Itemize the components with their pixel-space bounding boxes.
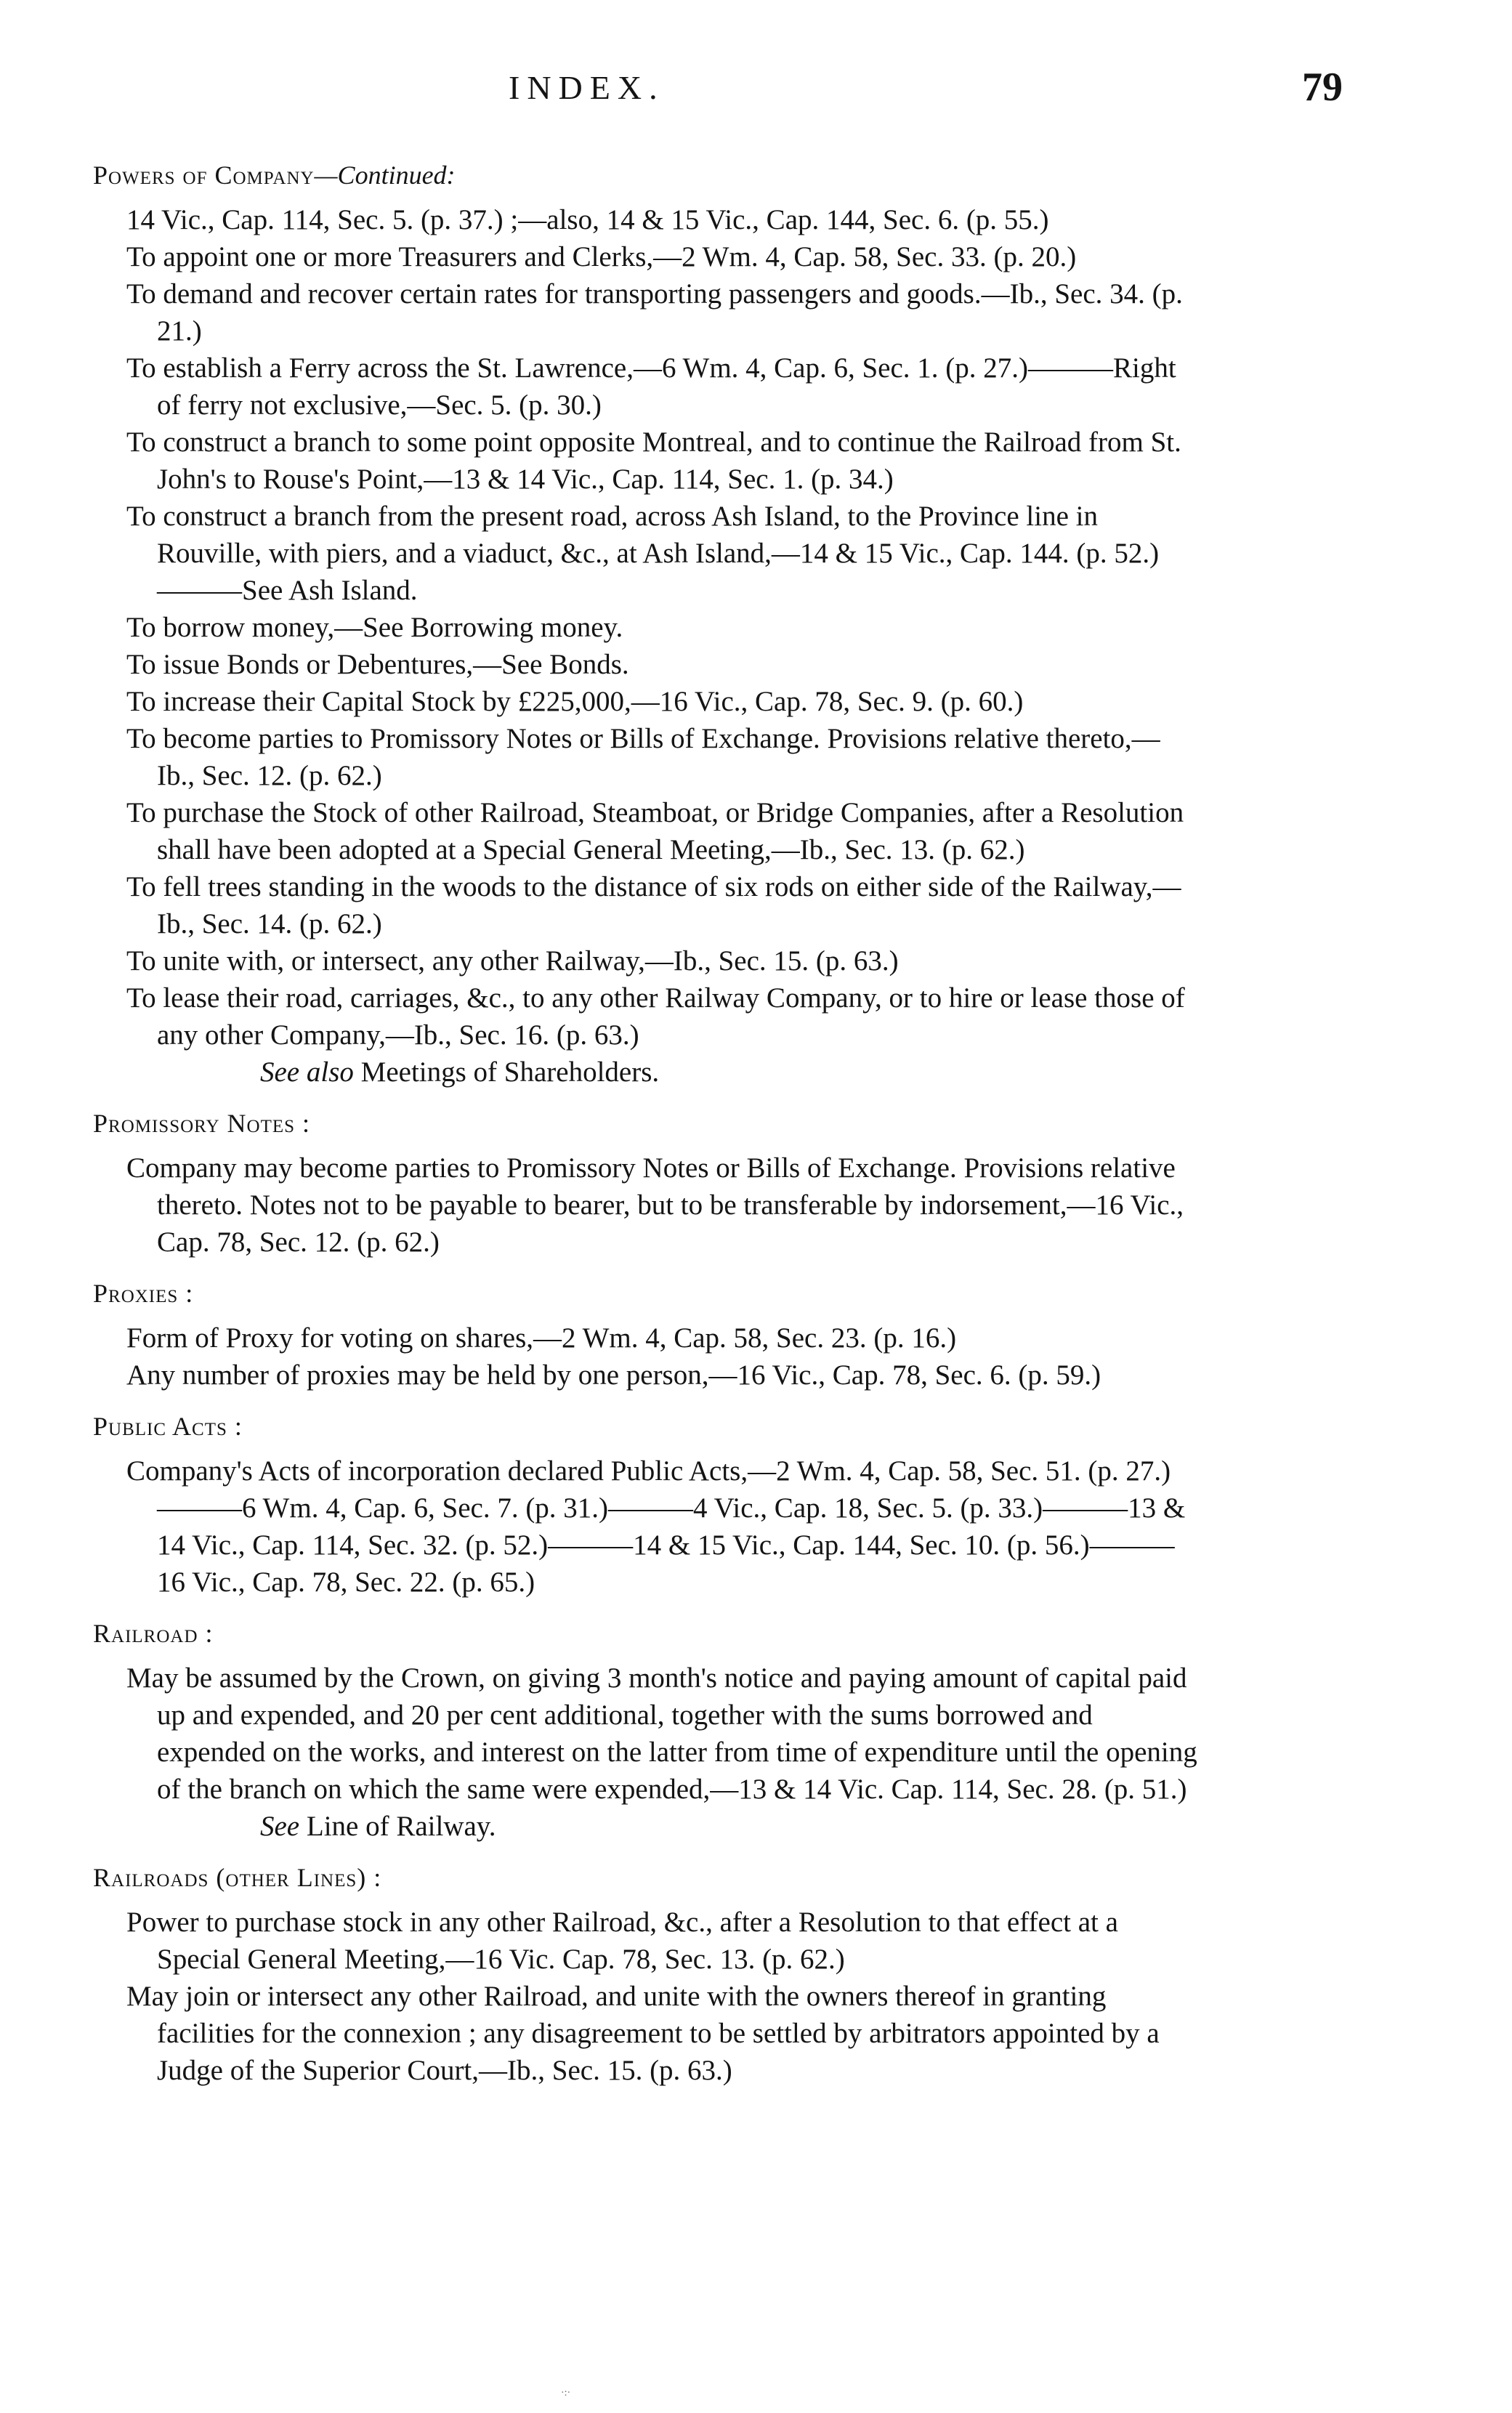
section-heading: Promissory Notes : (93, 1109, 311, 1138)
index-entry: To issue Bonds or Debentures,—See Bonds. (126, 649, 629, 680)
index-entry: To lease their road, carriages, &c., to any other Railway Company, or to hire or lease those of any other Company,—Ib., Sec. 16. (p. 63.) (126, 982, 1185, 1051)
index-entry: To increase their Capital Stock by £225,000,—16 Vic., Cap. 78, Sec. 9. (p. 60.) (126, 686, 1024, 717)
page-number: 79 (1302, 65, 1343, 110)
section-heading (93, 157, 1197, 194)
see-also-reference (260, 1054, 1197, 1091)
see-also-reference (260, 1808, 1197, 1845)
ink-speck-decoration: ·:· (561, 2388, 571, 2398)
see-also-target: Meetings of Shareholders. (360, 1056, 660, 1088)
index-section-railroads-other-lines (93, 1859, 1197, 2089)
index-entry: To borrow money,—See Borrowing money. (126, 612, 623, 643)
index-section-public-acts (93, 1408, 1197, 1601)
index-section-powers-of-company (93, 157, 1197, 1091)
index-entry: To unite with, or intersect, any other Railway,—Ib., Sec. 15. (p. 63.) (126, 945, 899, 977)
index-entry: May be assumed by the Crown, on giving 3 month's notice and paying amount of capital paid up and expended, and 20 per cent additional, together with the sums borrowed and expended on the works, and interest on the latter from time of expenditure until the opening of the branch on which the same were expended,—13 & 14 Vic. Cap. 114, Sec. 28. (p. 51.) (126, 1662, 1197, 1805)
section-heading: Proxies : (93, 1279, 194, 1308)
section-heading-continued: —Continued: (314, 161, 456, 190)
index-entry: To construct a branch from the present road, across Ash Island, to the Province line in Rouville, with piers, and a viaduct, &c., at Ash Island,—14 & 15 Vic., Cap. 144. (p. 52.)———See Ash Island. (126, 501, 1160, 606)
index-entry: May join or intersect any other Railroad, and unite with the owners thereof in granting facilities for the connexion ; any disagreement to be settled by arbitrators appointed by a Judge of the Superior Court,—Ib., Sec. 15. (p. 63.) (126, 1981, 1160, 2086)
see-also-target: Line of Railway. (306, 1811, 496, 1842)
section-heading: Railroads (other Lines) : (93, 1863, 382, 1892)
running-head (0, 64, 1512, 129)
index-entry: To construct a branch to some point opposite Montreal, and to continue the Railroad from St. John's to Rouse's Point,—13 & 14 Vic., Cap. 114, Sec. 1. (p. 34.) (126, 427, 1181, 495)
section-heading: Railroad : (93, 1619, 214, 1648)
see-also-prefix: See also (260, 1056, 354, 1088)
index-section-railroad (93, 1615, 1197, 1845)
see-also-prefix: See (260, 1811, 300, 1842)
section-heading-text: Powers of Company (93, 161, 315, 190)
section-heading: Public Acts : (93, 1412, 243, 1441)
index-body (93, 157, 1197, 2103)
index-entry: 14 Vic., Cap. 114, Sec. 5. (p. 37.) ;—also, 14 & 15 Vic., Cap. 144, Sec. 6. (p. 55.) (126, 204, 1049, 235)
index-section-promissory-notes (93, 1105, 1197, 1261)
index-entry: Power to purchase stock in any other Railroad, &c., after a Resolution to that effect at a Special General Meeting,—16 Vic. Cap. 78, Sec. 13. (p. 62.) (126, 1907, 1118, 1975)
index-entry: To become parties to Promissory Notes or Bills of Exchange. Provisions relative thereto,—Ib., Sec. 12. (p. 62.) (126, 723, 1160, 791)
index-entry: Company's Acts of incorporation declared Public Acts,—2 Wm. 4, Cap. 58, Sec. 51. (p. 27.)———6 Wm. 4, Cap. 6, Sec. 7. (p. 31.)———4 Vic., Cap. 18, Sec. 5. (p. 33.)———13 & 14 Vic., Cap. 114, Sec. 32. (p. 52.)———14 & 15 Vic., Cap. 144, Sec. 10. (p. 56.)———16 Vic., Cap. 78, Sec. 22. (p. 65.) (126, 1455, 1186, 1598)
index-entry: Form of Proxy for voting on shares,—2 Wm. 4, Cap. 58, Sec. 23. (p. 16.) (126, 1322, 957, 1354)
running-title: INDEX. (509, 69, 665, 106)
index-entry: Company may become parties to Promissory Notes or Bills of Exchange. Provisions relative thereto. Notes not to be payable to bearer, but to be transferable by indorsement,—16 Vic., Cap. 78, Sec. 12. (p. 62.) (126, 1152, 1184, 1258)
index-entry: To demand and recover certain rates for transporting passengers and goods.—Ib., Sec. 34. (p. 21.) (126, 278, 1183, 347)
index-entry: To appoint one or more Treasurers and Clerks,—2 Wm. 4, Cap. 58, Sec. 33. (p. 20.) (126, 241, 1077, 272)
index-entry: To purchase the Stock of other Railroad, Steamboat, or Bridge Companies, after a Resolution shall have been adopted at a Special General Meeting,—Ib., Sec. 13. (p. 62.) (126, 797, 1184, 865)
index-entry: To fell trees standing in the woods to the distance of six rods on either side of the Railway,—Ib., Sec. 14. (p. 62.) (126, 871, 1181, 939)
index-entry: To establish a Ferry across the St. Lawrence,—6 Wm. 4, Cap. 6, Sec. 1. (p. 27.)———Right of ferry not exclusive,—Sec. 5. (p. 30.) (126, 352, 1176, 421)
index-section-proxies (93, 1275, 1197, 1394)
index-entry: Any number of proxies may be held by one person,—16 Vic., Cap. 78, Sec. 6. (p. 59.) (126, 1359, 1101, 1391)
